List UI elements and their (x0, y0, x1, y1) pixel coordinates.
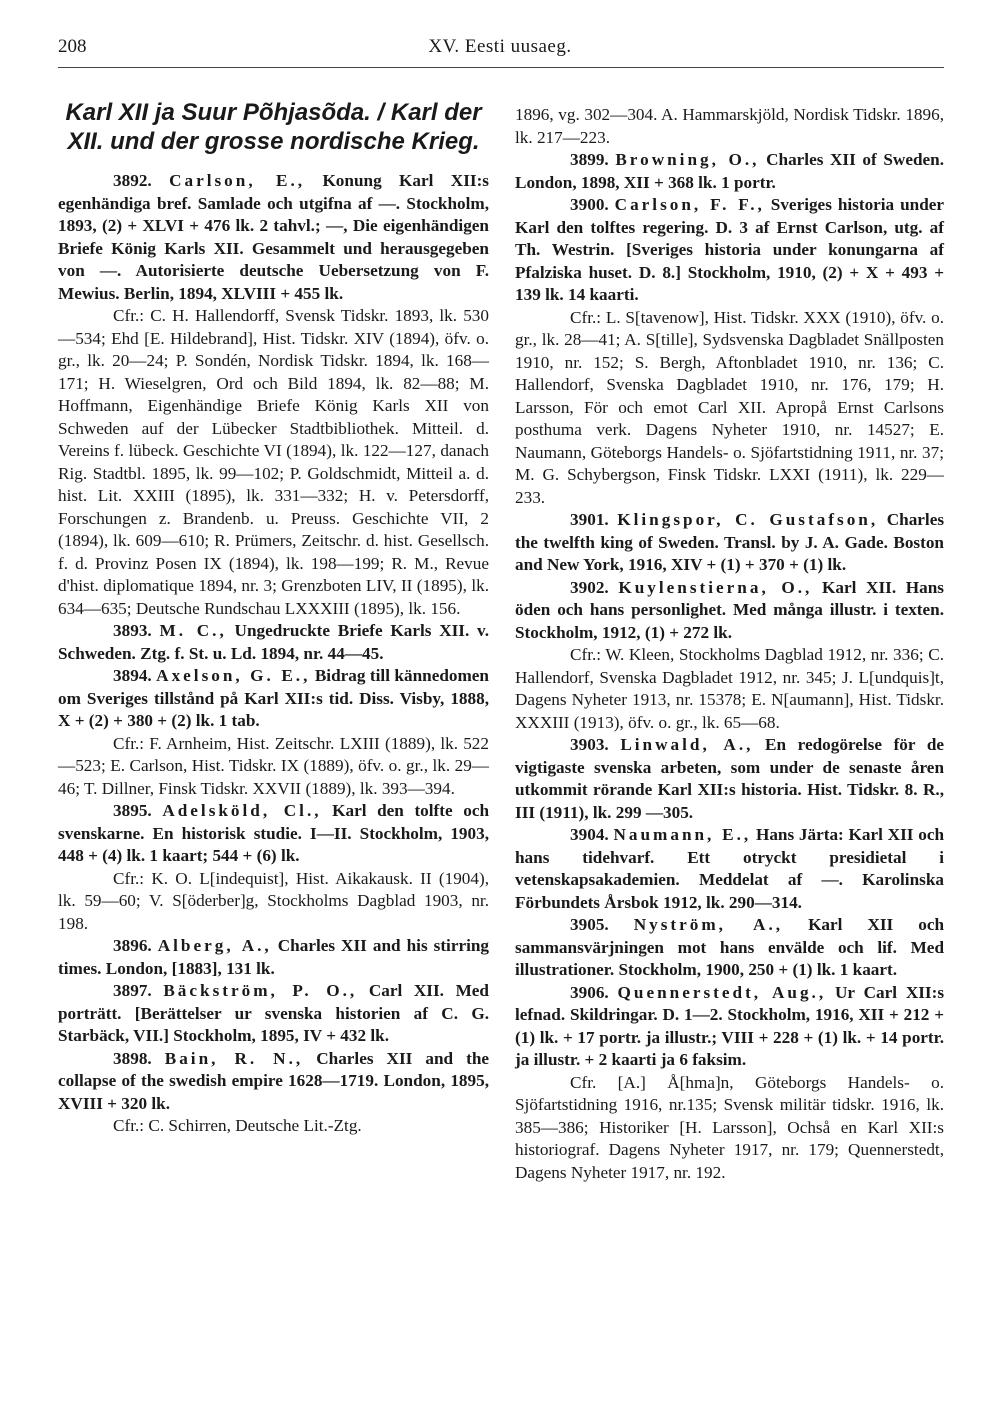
entry-number: 3906. (570, 982, 609, 1002)
entry-number: 3900. (570, 195, 609, 214)
entry-title: Ungedruckte Briefe Karls XII. v. Schweden. Ztg. f. St. u. Ld. 1894, nr. 44—45. (58, 621, 489, 663)
entry-heading (515, 824, 944, 914)
entry-references: Cfr.: F. Arnheim, Hist. Zeitschr. LXIII (1889), lk. 522—523; E. Carlson, Hist. Tidskr. IX (1889), öfv. o. gr., lk. 29—46; T. Dillner, Finsk Tidskr. XXVII (1889), lk. 393—394. (58, 733, 489, 798)
entry-author: Nyström, A., (633, 915, 784, 934)
entry-title: En redogörelse för de vigtigaste svenska arbeten, som under de senaste åren utkommit rörande Karl XII:s historia. Hist. Tidskr. 8. R., III (1911), lk. 299 —305. (515, 735, 945, 822)
entry-number: 3904. (570, 825, 609, 844)
entry-heading (58, 620, 489, 665)
bibliography-entry (515, 734, 944, 824)
entry-title: Carl XII. Med porträtt. [Berättelser ur svenska historien af C. G. Starbäck, VII.] Stockholm, 1895, IV + 432 lk. (58, 981, 489, 1045)
entry-references: Cfr.: L. S[tavenow], Hist. Tidskr. XXX (1910), öfv. o. gr., lk. 28—41; A. S[tille], Sydsvenska Dagbladet Snällposten 1910, nr. 152; S. Bergh, Aftonbladet 1910, nr. 136; C. Hallendorf, Svenska Dagbladet 1910, nr. 176, 179; H. Larsson, För och emot Carl XII. Apropå Ernst Carlsons posthuma verk. Dagens Nyheter 1910, nr. 14527; E. Naumann, Göteborgs Handels- o. Sjöfartstidning 1911, nr. 37; M. G. Schybergson, Finsk Tidskr. LXXI (1911), lk. 229—233. (515, 307, 944, 507)
entry-number: 3896. (113, 936, 152, 955)
entry-number: 3902. (570, 577, 609, 597)
entry-author: Carlson, F. F., (614, 195, 765, 214)
entry-title: Ur Carl XII:s lefnad. Skildringar. D. 1—2. Stockholm, 1916, XII + 212 + (1) lk. + 17 portr. ja illustr.; VIII + 228 + (1) lk. + 14 portr. ja illustr. + 2 kaarti ja 6 faksim. (515, 982, 945, 1069)
entry-number: 3894. (113, 666, 152, 685)
entry-number: 3895. (113, 801, 152, 820)
entry-number: 3897. (113, 981, 152, 1000)
running-title: XV. Eesti uusaeg. (428, 36, 572, 57)
entry-number: 3899. (570, 150, 609, 169)
entry-heading (515, 194, 944, 307)
right-column (515, 104, 944, 1184)
right-entry-list (515, 149, 944, 1184)
entry-title: Charles XII and the collapse of the swedish empire 1628—1719. London, 1895, XVIII + 320 lk. (58, 1048, 490, 1113)
entry-heading (515, 149, 944, 194)
entry-heading (58, 800, 489, 868)
entry-title: Karl XII. Hans öden och hans personlighet. Med många illustr. i texten. Stockholm, 1912, (1) + 272 lk. (515, 577, 944, 642)
entry-references: Cfr.: C. H. Hallendorff, Svensk Tidskr. 1893, lk. 530—534; Ehd [E. Hildebrand], Hist. Tidskr. XIV (1894), öfv. o. gr., lk. 20—24; P. Sondén, Nordisk Tidskr. 1894, lk. 168—171; H. Wieselgren, Ord och Bild 1894, lk. 82—88; M. Hoffmann, Eigenhändige Briefe König Karls XII von Schweden auf der Lübecker Stadtbibliothek. Mitteil. d. Vereins f. lübeck. Geschichte VI (1894), lk. 122—127, danach Rig. Stadtbl. 1895, lk. 99—102; P. Goldschmidt, Mitteil a. d. hist. Lit. XXIII (1895), lk. 331—332; H. v. Petersdorff, Forschungen z. Brandenb. u. Preuss. Geschichte VII, 2 (1894), lk. 609—610; R. Prümers, Zeitschr. d. hist. Gesellsch. f. d. Provinz Posen IX (1894), lk. 198—199; R. M., Revue d'hist. diplomatique 1894, nr. 3; Grenzboten LIV, II (1895), lk. 634—635; Deutsche Rundschau LXXXIII (1895), lk. 156. (58, 306, 489, 618)
header-rule (58, 67, 944, 68)
entry-author: Axelson, G. E., (156, 666, 311, 685)
entry-references: Cfr.: W. Kleen, Stockholms Dagblad 1912, nr. 336; C. Hallendorf, Svenska Dagbladet 1912, nr. 345; J. L[undquis]t, Dagens Nyheter 1913, nr. 15378; E. N[aumann], Hist. Tidskr. XXXIII (1913), öfv. o. gr., lk. 65—68. (515, 645, 944, 732)
entry-author: Kuylenstierna, O., (618, 577, 813, 597)
entry-heading (58, 170, 489, 305)
entry-author: Carlson, E., (169, 171, 306, 190)
left-entry-list (58, 170, 489, 1138)
entry-author: Alberg, A., (157, 936, 272, 955)
bibliography-entry (58, 980, 489, 1048)
left-column (58, 98, 489, 1138)
section-title: Karl XII ja Suur Põhjasõda. / Karl der XII. und der grosse nordische Krieg. (65, 99, 482, 155)
entry-title: Konung Karl XII:s egenhändiga bref. Samlade och utgifna af —. Stockholm, 1893, (2) + XLVI + 476 lk. 2 tahvl.; —, Die eigenhändigen Briefe König Karls XII. Gesammelt und herausgegeben von —. Autorisierte deutsche Uebersetzung von F. Mewius. Berlin, 1894, XLVIII + 455 lk. (58, 171, 489, 303)
entry-author: Bain, R. N., (164, 1048, 304, 1068)
entry-heading (515, 509, 944, 577)
entry-references: Cfr. [A.] Å[hma]n, Göteborgs Handels- o. Sjöfartstidning 1916, nr.135; Svensk militär tidskr. 1916, lk. 385—386; Historiker [H. Larsson], Ochså en Karl XII:s historiograf. Dagens Nyheter 1917, nr. 179; Quennerstedt, Dagens Nyheter 1917, nr. 192. (515, 1072, 944, 1182)
entry-title: Charles the twelfth king of Sweden. Transl. by J. A. Gade. Boston and New York, 1916, XIV + (1) + 370 + (1) lk. (515, 510, 945, 574)
entry-author: Naumann, E., (613, 825, 752, 844)
entry-number: 3893. (113, 621, 152, 640)
bibliography-entry (515, 914, 944, 982)
bibliography-entry (58, 1048, 489, 1138)
entry-number: 3903. (570, 735, 609, 754)
bibliography-entry (515, 509, 944, 577)
bibliography-entry (58, 935, 489, 980)
entry-author: Bäckström, P. O., (163, 981, 358, 1000)
entry-heading (58, 665, 489, 733)
entry-number: 3905. (570, 915, 609, 934)
continuation-text: 1896, vg. 302—304. A. Hammarskjöld, Nordisk Tidskr. 1896, lk. 217—223. (515, 105, 944, 147)
entry-heading (58, 935, 489, 980)
entry-references: Cfr.: C. Schirren, Deutsche Lit.-Ztg. (113, 1116, 362, 1135)
entry-title: Karl XII och sammansvärjningen mot hans envälde och lif. Med illustrationer. Stockholm, 1900, 250 + (1) lk. 1 kaart. (515, 915, 945, 979)
entry-heading (515, 982, 944, 1072)
entry-heading (58, 1048, 489, 1116)
entry-title: Charles XII and his stirring times. London, [1883], 131 lk. (58, 936, 490, 978)
entry-number: 3892. (113, 171, 152, 190)
entry-title: Bidrag till kännedomen om Sveriges tillstånd på Karl XII:s tid. Diss. Visby, 1888, X + (2) + 380 + (2) lk. 1 tab. (58, 666, 489, 730)
bibliography-entry (515, 577, 944, 735)
entry-author: Quennerstedt, Aug., (617, 982, 827, 1002)
entry-author: Adelsköld, Cl., (162, 801, 322, 820)
bibliography-entry (58, 620, 489, 665)
entry-title: Charles XII of Sweden. London, 1898, XII + 368 lk. 1 portr. (515, 150, 944, 192)
entry-author: Browning, O., (615, 150, 760, 169)
entry-heading (515, 914, 944, 982)
entry-title: Sveriges historia under Karl den tolftes regering. D. 3 af Ernst Carlson, utg. af Th. Westrin. [Sveriges historia under konungarna af Pfalziska huset. D. 8.] Stockholm, 1910, (2) + X + 493 + 139 lk. 14 kaarti. (515, 195, 945, 304)
bibliography-entry (515, 982, 944, 1185)
entry-number: 3901. (570, 510, 609, 529)
bibliography-entry (515, 824, 944, 914)
entry-title: Hans Järta: Karl XII och hans tidehvarf. Ett otryckt presidietal i vetenskapsakademien. Meddelat af —. Karolinska Förbundets Årsbok 1912, lk. 290—314. (515, 825, 945, 912)
continuation-entry (515, 104, 944, 149)
entry-heading (58, 980, 489, 1048)
page-number: 208 (58, 36, 87, 57)
bibliography-entry (58, 800, 489, 935)
entry-heading (515, 577, 944, 645)
bibliography-entry (515, 149, 944, 194)
entry-number: 3898. (113, 1048, 152, 1068)
bibliography-entry (58, 665, 489, 800)
entry-author: M. C., (159, 621, 227, 640)
entry-author: Linwald, A., (620, 735, 754, 754)
bibliography-entry (515, 194, 944, 509)
bibliography-entry (58, 170, 489, 620)
entry-author: Klingspor, C. Gustafson, (617, 510, 879, 529)
entry-references: Cfr.: K. O. L[indequist], Hist. Aikakausk. II (1904), lk. 59—60; V. S[öderber]g, Stockholms Dagblad 1903, nr. 198. (58, 868, 489, 933)
entry-title: Karl den tolfte och svenskarne. En historisk studie. I—II. Stockholm, 1903, 448 + (4) lk. 1 kaart; 544 + (6) lk. (58, 801, 490, 865)
entry-heading (515, 734, 944, 824)
